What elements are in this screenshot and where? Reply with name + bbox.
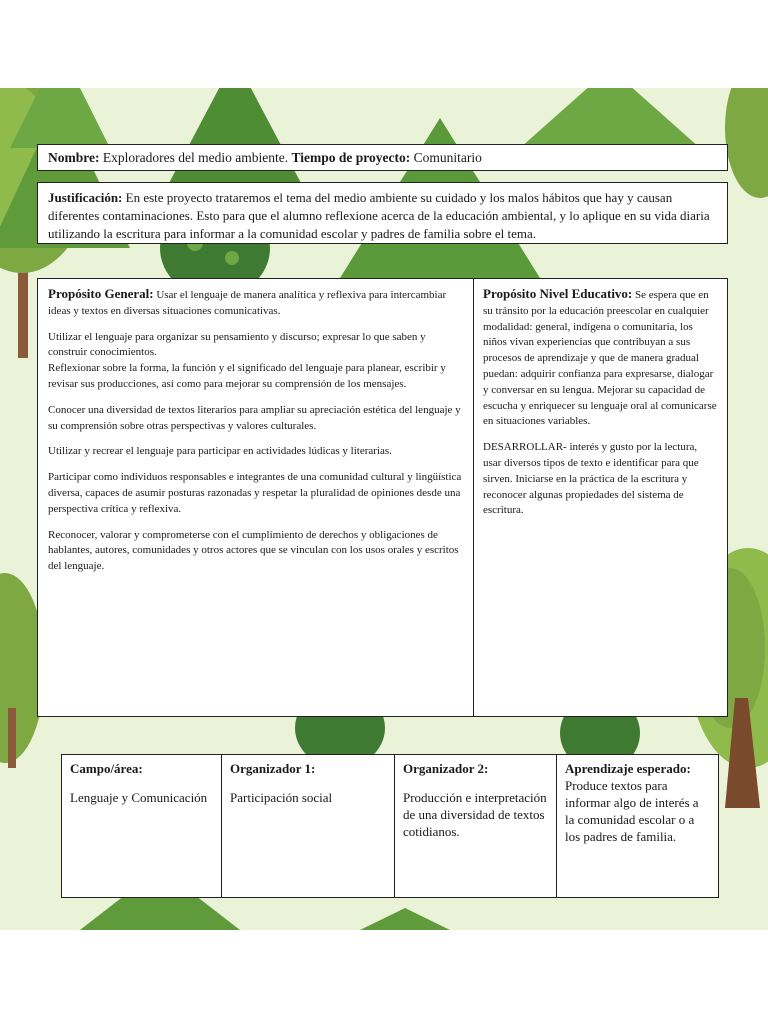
tiempo-value: Comunitario — [413, 150, 482, 165]
proposito-nivel-label: Propósito Nivel Educativo: — [483, 286, 633, 301]
proposito-general-paragraph: Reconocer, valorar y comprometerse con el cumplimiento de derechos y obligaciones de hablantes, autores, comunidades y otros actores que se vinculan con los usos orales y escritos del lenguaje. — [48, 528, 459, 573]
organizador-1-cell — [222, 755, 395, 897]
proposito-general-paragraph: Utilizar y recrear el lenguaje para participar en actividades lúdicas y literarias. — [48, 445, 392, 458]
nombre-value: Exploradores del medio ambiente. — [102, 150, 289, 165]
desarrollar-paragraph: DESARROLLAR- interés y gusto por la lectura, usar diversos tipos de texto e identificar para que sirven. Iniciarse en la práctica de la escritura y reconocer algunas propiedades del sistema de escritura. — [483, 441, 699, 517]
tiempo-label: Tiempo de proyecto: — [291, 150, 411, 165]
organizador-1-label: Organizador 1: — [230, 761, 316, 776]
proposito-general-paragraph: Utilizar el lenguaje para organizar su pensamiento y discurso; expresar lo que saben y construir conocimientos. — [48, 330, 426, 359]
proposito-general-paragraph: Conocer una diversidad de textos literarios para ampliar su apreciación estética del lenguaje y su comprensión sobre otras perspectivas y valores culturales. — [48, 403, 461, 432]
organizador-2-value: Producción e interpretación de una diversidad de textos cotidianos. — [403, 790, 547, 839]
aprendizaje-value: Produce textos para informar algo de interés a la comunidad escolar o a los padres de familia. — [565, 778, 699, 844]
propositos-box — [37, 278, 728, 717]
justificacion-label: Justificación: — [48, 190, 123, 205]
project-name-row — [37, 144, 728, 171]
proposito-general-intro: Usar el lenguaje de manera analítica y reflexiva para intercambiar ideas y textos en diversas situaciones comunicativas. — [48, 289, 447, 317]
proposito-general-paragraph: Reflexionar sobre la forma, la función y el significado del lenguaje para planear, escribir y revisar sus producciones, así como para mejorar su comprensión de los mensajes. — [48, 362, 446, 390]
proposito-nivel-intro: Se espera que en su tránsito por la educación preescolar en cualquier modalidad: general, indígena o comunitaria, los niños vivan experiencias que contribuyan a sus procesos de aprendizaje y que de manera gradual puedan: adquirir confianza para expresarse, dialogar y conversar en su lengua. Mejorar su capacidad de escucha y enriquecer su lenguaje oral al comunicarse en situaciones variables. — [483, 289, 717, 428]
proposito-general-column — [38, 279, 474, 716]
campo-table — [61, 754, 719, 898]
justificacion-box — [37, 182, 728, 244]
aprendizaje-cell — [557, 755, 718, 897]
campo-label: Campo/área: — [70, 761, 143, 776]
organizador-2-cell — [395, 755, 557, 897]
aprendizaje-label: Aprendizaje esperado: — [565, 761, 691, 776]
proposito-general-label: Propósito General: — [48, 286, 154, 301]
organizador-2-label: Organizador 2: — [403, 761, 489, 776]
nombre-label: Nombre: — [48, 150, 100, 165]
proposito-general-paragraph: Participar como individuos responsables e integrantes de una comunidad cultural y lingüística diversa, capaces de asumir posturas razonadas y respetar la pluralidad de opiniones desde una perspectiva crítica y reflexiva. — [48, 471, 462, 515]
campo-cell — [62, 755, 222, 897]
justificacion-text: En este proyecto trataremos el tema del medio ambiente su cuidado y los malos hábitos que hay y causan diferentes contaminaciones. Esto para que el alumno reflexione acerca de la educación ambiental, y lo aplique en su vida diaria utilizando la escritura para informar a la comunidad escolar y padres de familia sobre el tema. — [48, 190, 710, 241]
organizador-1-value: Participación social — [230, 790, 333, 805]
campo-value: Lenguaje y Comunicación — [70, 790, 208, 805]
proposito-nivel-column — [474, 279, 727, 716]
